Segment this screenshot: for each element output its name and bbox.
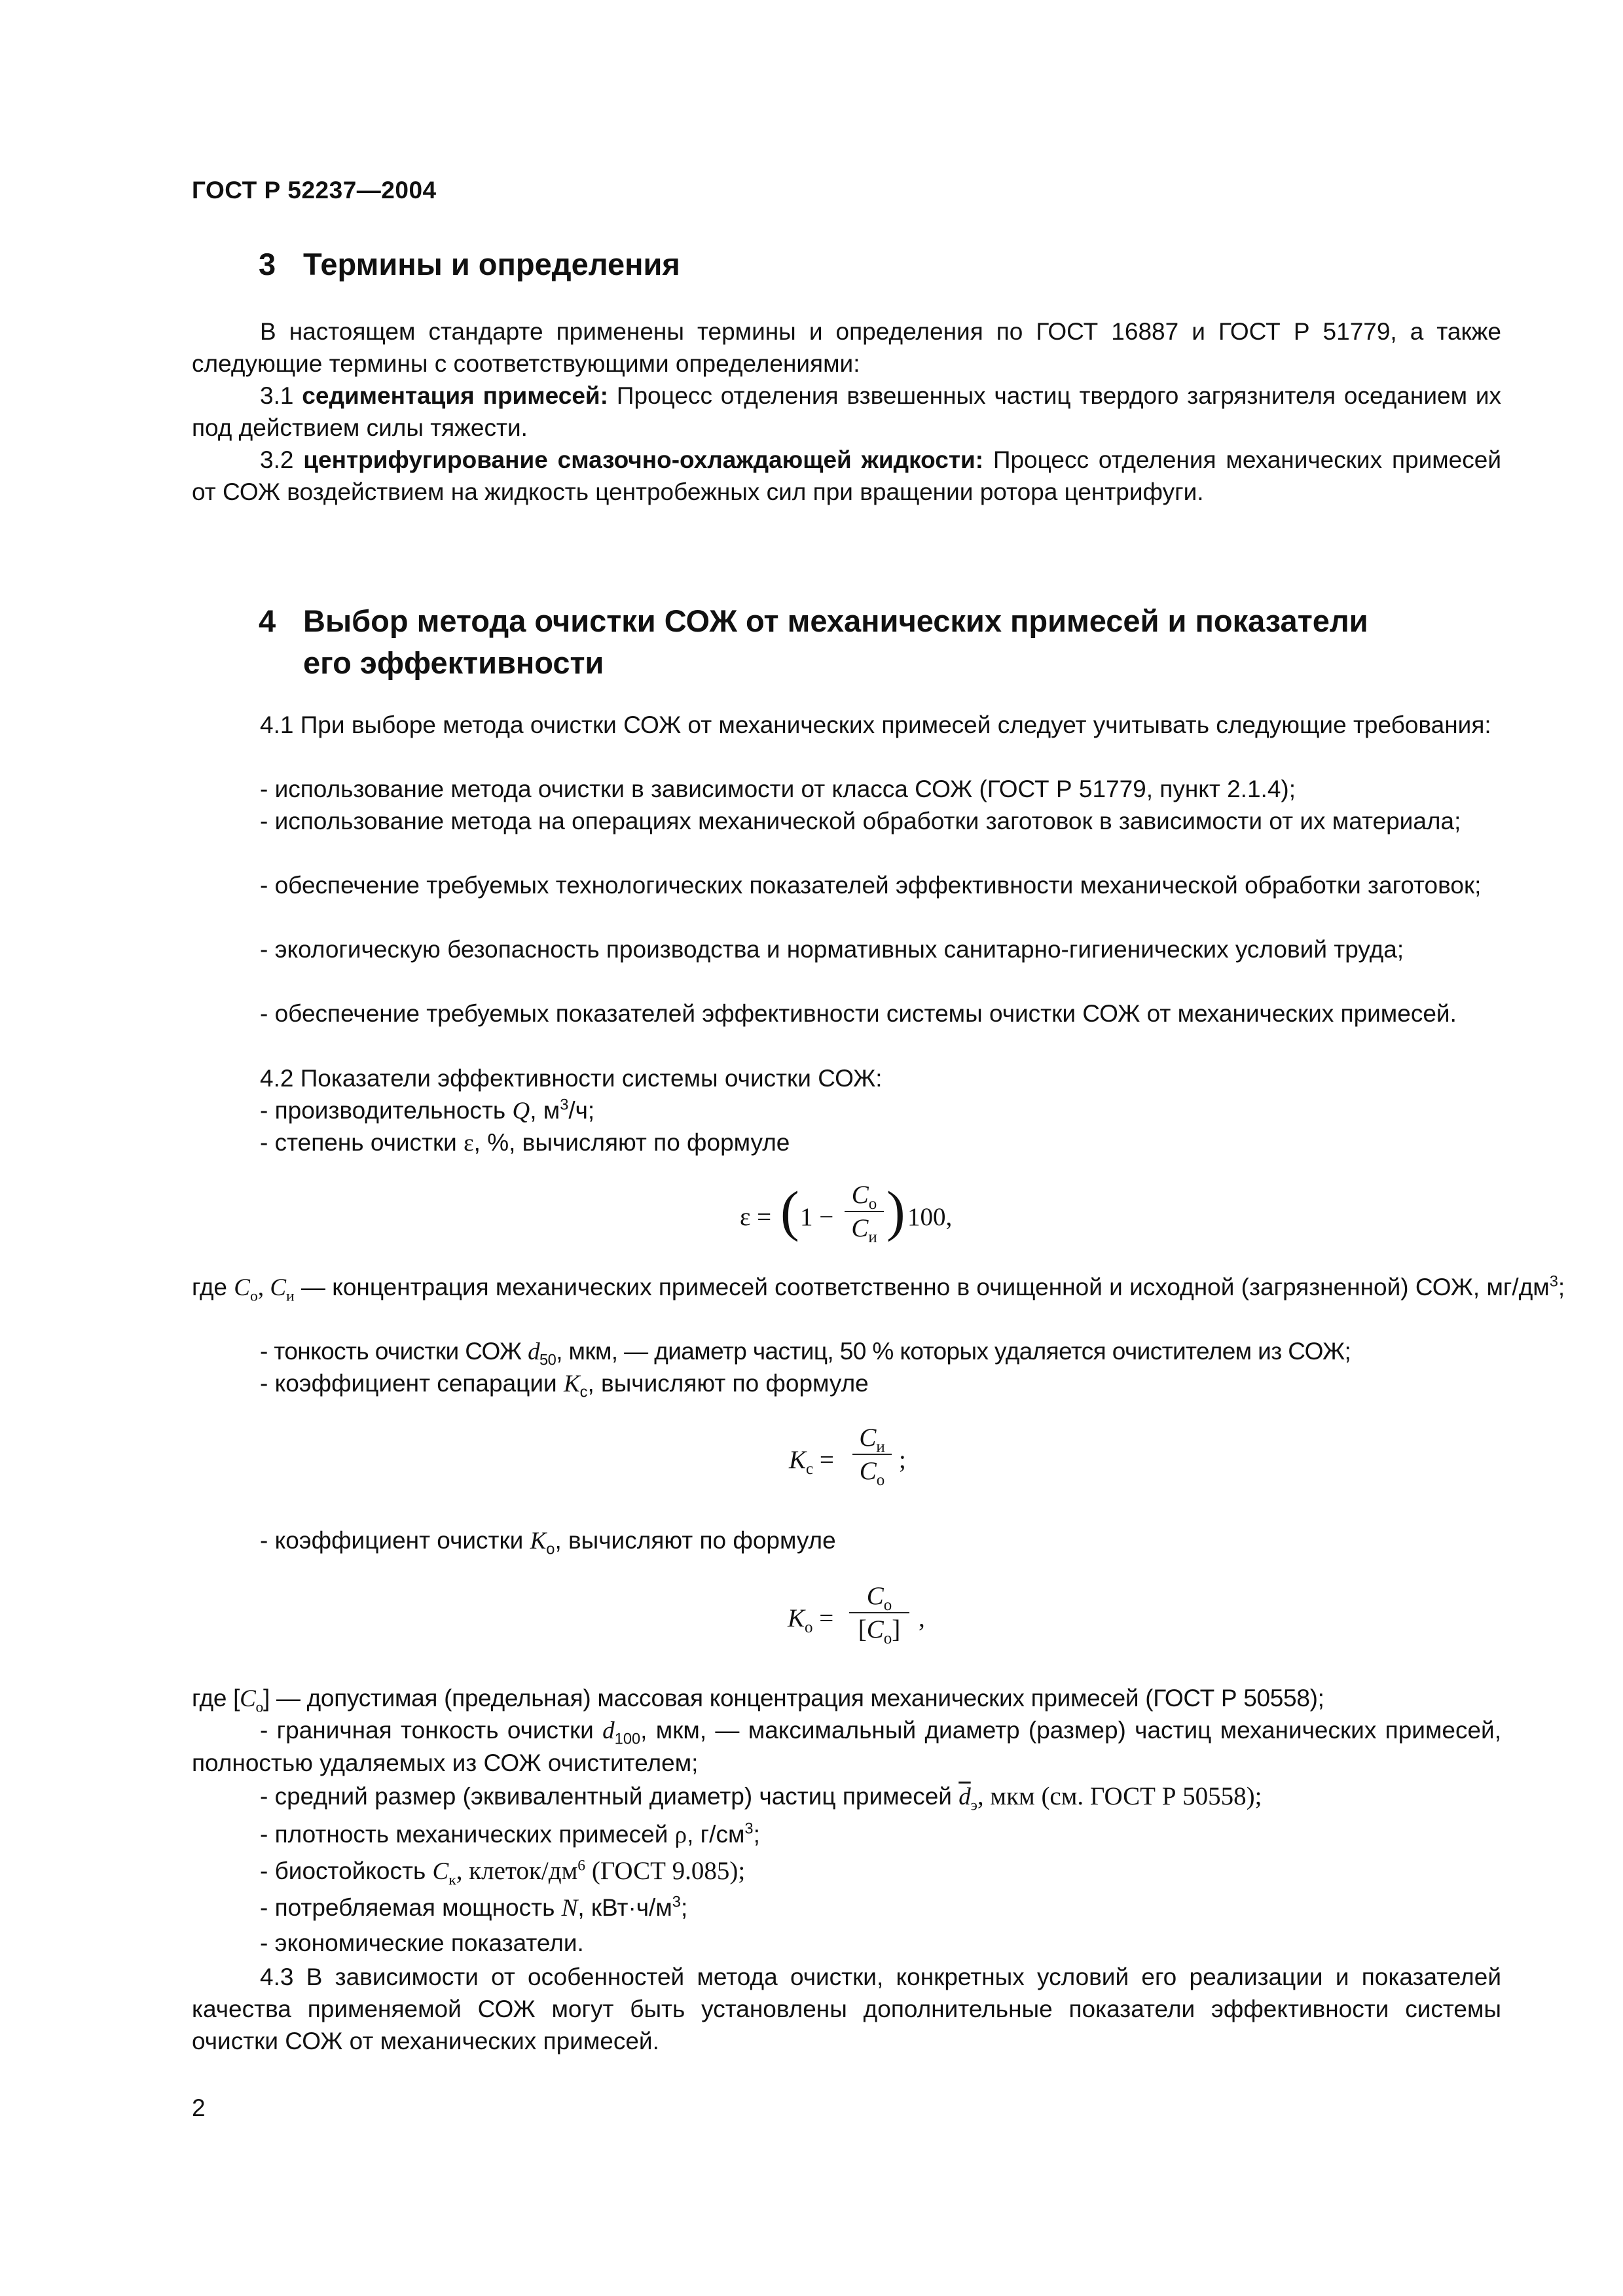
section-3-intro: В настоящем стандарте применены термины и определения по ГОСТ 16887 и ГОСТ Р 51779, а также следующие термины с соответствующими определениями: xyxy=(192,318,1501,377)
formula-ko-fraction: $C_о$ $[C_о]$ xyxy=(849,1581,909,1644)
productivity-unit: , м xyxy=(530,1097,560,1124)
requirement-item-2: - использование метода на операциях механической обработки заготовок в зависимости от их материала; xyxy=(260,808,1461,834)
section-4-number: 4 xyxy=(259,603,276,638)
formula-kc-tail: ; xyxy=(899,1446,906,1474)
section-4-heading xyxy=(259,600,1535,684)
requirement-item-4: - экологическую безопасность производства и нормативных санитарно-гигиенических условий труда; xyxy=(260,936,1404,963)
boundary-symbol-sub: 100 xyxy=(614,1731,641,1748)
term-3-2-number: 3.2 xyxy=(260,446,294,473)
term-3-1-term: седиментация примесей: xyxy=(302,382,608,409)
formula-kc xyxy=(789,1420,920,1499)
indicator-economic: - экономические показатели. xyxy=(260,1929,584,1956)
power-unit: , кВт·ч/м xyxy=(577,1894,672,1921)
power-end: ; xyxy=(680,1894,688,1921)
formula-epsilon-legend xyxy=(192,1271,1623,1304)
fineness-symbol-sub: 50 xyxy=(539,1352,556,1369)
legend-symbol-ci: C xyxy=(270,1274,286,1301)
formula-epsilon-one: 1 − xyxy=(800,1203,834,1231)
formula-ko-tail: , xyxy=(919,1604,925,1632)
legend2-symbol: C xyxy=(240,1685,256,1712)
avg-size-label: - средний размер (эквивалентный диаметр) частиц примесей xyxy=(260,1783,959,1810)
legend-unit-exponent: 3 xyxy=(1549,1273,1558,1291)
degree-suffix: , %, вычисляют по формуле xyxy=(473,1129,790,1156)
density-label: - плотность механических примесей xyxy=(260,1821,675,1848)
formula-epsilon-den-sub: и xyxy=(868,1228,877,1246)
requirement-item-3: - обеспечение требуемых технологических показателей эффективности механической обработки заготовок; xyxy=(260,872,1482,899)
indicator-productivity xyxy=(192,1094,1501,1127)
indicator-power xyxy=(192,1892,1501,1924)
separation-label: - коэффициент сепарации xyxy=(260,1370,564,1397)
fineness-label: - тонкость очистки СОЖ xyxy=(260,1338,528,1365)
requirement-item-1: - использование метода очистки в зависимости от класса СОЖ (ГОСТ Р 51779, пункт 2.1.4); xyxy=(260,776,1296,802)
indicator-average-size xyxy=(192,1780,1501,1813)
term-3-2-term: центрифугирование смазочно-охлаждающей жидкости: xyxy=(303,446,984,473)
formula-epsilon-den: C xyxy=(851,1214,869,1242)
biostability-unit: , клеток/дм xyxy=(456,1857,578,1885)
legend-symbol-ci-sub: и xyxy=(286,1287,295,1305)
fineness-symbol: d xyxy=(528,1338,540,1365)
separation-symbol: K xyxy=(563,1371,580,1397)
formula-ko-den: C xyxy=(866,1615,884,1643)
indicator-biostability xyxy=(192,1855,1501,1888)
formula-epsilon xyxy=(740,1175,976,1260)
paragraph-4-1: 4.1 При выборе метода очистки СОЖ от механических примесей следует учитывать следующие требования: xyxy=(260,711,1491,738)
page-number: 2 xyxy=(192,2094,206,2121)
boundary-description: , мкм, — максимальный диаметр (размер) частиц механических примесей, полностью удаляемых из СОЖ очистителем; xyxy=(192,1717,1501,1776)
purification-label: - коэффициент очистки xyxy=(260,1527,530,1554)
biostability-unit-exponent: 6 xyxy=(577,1857,586,1874)
term-3-2-definition: Процесс отделения механических примесей от СОЖ воздействием на жидкость центробежных сил при вращении ротора центрифуги. xyxy=(192,446,1502,505)
formula-epsilon-num-sub: о xyxy=(868,1194,877,1213)
legend2-description: ] — допустимая (предельная) массовая концентрация механических примесей (ГОСТ Р 50558); xyxy=(263,1685,1324,1712)
section-3-heading xyxy=(259,243,1535,285)
legend-description: — концентрация механических примесей соответственно в очищенной и исходной (загрязненной) СОЖ, мг/дм xyxy=(294,1274,1550,1300)
biostability-reference: (ГОСТ 9.085); xyxy=(585,1857,746,1885)
density-symbol: ρ xyxy=(674,1821,687,1848)
power-unit-exponent: 3 xyxy=(672,1893,681,1911)
formula-epsilon-num: C xyxy=(851,1181,869,1209)
term-3-2 xyxy=(192,444,1501,508)
formula-epsilon-close-paren: ) xyxy=(886,1179,905,1242)
purification-suffix: , вычисляют по формуле xyxy=(555,1527,836,1554)
power-label: - потребляемая мощность xyxy=(260,1894,562,1921)
boundary-label: - граничная тонкость очистки xyxy=(260,1717,603,1744)
indicator-degree xyxy=(192,1126,1501,1159)
biostability-symbol-sub: к xyxy=(448,1871,456,1889)
power-symbol: N xyxy=(561,1895,578,1922)
degree-symbol: ε xyxy=(464,1130,474,1157)
paragraph-4-3: 4.3 В зависимости от особенностей метода очистки, конкретных условий его реализации и показателей качества применяемой СОЖ могут быть установлены дополнительные показатели эффективности системы очистки СОЖ от механических примесей. xyxy=(192,1964,1501,2054)
section-3-title: Термины и определения xyxy=(303,247,680,281)
biostability-symbol: C xyxy=(432,1858,449,1885)
formula-ko xyxy=(788,1579,938,1657)
separation-suffix: , вычисляют по формуле xyxy=(587,1370,869,1397)
avg-size-symbol: $\overline{d}$ xyxy=(958,1784,971,1810)
legend-separator: , xyxy=(257,1274,270,1301)
avg-size-description: , мкм (см. ГОСТ Р 50558); xyxy=(977,1782,1262,1810)
biostability-label: - биостойкость xyxy=(260,1857,433,1884)
indicator-density xyxy=(192,1818,1501,1851)
legend-where: где xyxy=(192,1274,234,1300)
boundary-symbol: d xyxy=(602,1717,615,1744)
degree-label: - степень очистки xyxy=(260,1129,464,1156)
density-unit-exponent: 3 xyxy=(744,1820,754,1838)
formula-ko-legend xyxy=(192,1682,1501,1715)
formula-epsilon-fraction xyxy=(845,1180,884,1246)
section-4-title-line1: Выбор метода очистки СОЖ от механических примесей и показатели xyxy=(303,603,1368,638)
term-3-1 xyxy=(192,380,1501,444)
separation-symbol-sub: с xyxy=(579,1384,588,1401)
section-4-title-line2: его эффективности xyxy=(303,645,604,680)
indicator-boundary-fineness xyxy=(192,1714,1501,1779)
productivity-unit-exponent: 3 xyxy=(560,1096,569,1114)
legend-end: ; xyxy=(1558,1274,1565,1300)
formula-epsilon-tail: 100, xyxy=(907,1203,953,1231)
density-unit: , г/см xyxy=(687,1821,745,1848)
formula-kc-num-sub: и xyxy=(876,1437,885,1456)
formula-ko-lhs: $K_о$ = xyxy=(788,1604,834,1636)
productivity-label: - производительность xyxy=(260,1097,513,1124)
legend2-symbol-sub: о xyxy=(255,1698,263,1716)
formula-ko-num-sub: о xyxy=(883,1596,892,1614)
formula-kc-fraction xyxy=(852,1423,892,1489)
avg-size-symbol-sub: э xyxy=(970,1797,977,1814)
indicator-purification xyxy=(192,1524,1501,1557)
density-end: ; xyxy=(753,1821,760,1848)
legend-symbol-co-sub: о xyxy=(249,1287,258,1305)
term-3-1-definition: Процесс отделения взвешенных частиц твердого загрязнителя оседанием их под действием силы тяжести. xyxy=(192,382,1502,441)
paragraph-4-2: 4.2 Показатели эффективности системы очистки СОЖ: xyxy=(260,1065,883,1092)
purification-symbol-sub: о xyxy=(546,1541,555,1558)
formula-ko-den-sub: о xyxy=(883,1629,892,1647)
formula-epsilon-open-paren: ( xyxy=(780,1179,799,1242)
formula-ko-num: C xyxy=(866,1582,884,1610)
document-code: ГОСТ Р 52237—2004 xyxy=(192,177,437,204)
formula-epsilon-lhs: ε = xyxy=(740,1203,772,1231)
productivity-symbol: Q xyxy=(512,1098,530,1124)
legend-symbol-co: C xyxy=(234,1274,250,1301)
section-3-number: 3 xyxy=(259,247,276,281)
formula-kc-lhs: $K_с$ = xyxy=(789,1446,834,1478)
indicator-separation xyxy=(192,1367,1501,1400)
fineness-description: , мкм, — диаметр частиц, 50 % которых удаляется очистителем из СОЖ; xyxy=(556,1338,1351,1365)
indicator-fineness xyxy=(192,1335,1501,1368)
legend2-where: где [ xyxy=(192,1685,240,1712)
purification-symbol: K xyxy=(530,1528,547,1554)
formula-kc-den: C xyxy=(859,1457,877,1485)
formula-kc-den-sub: о xyxy=(876,1471,885,1489)
term-3-1-number: 3.1 xyxy=(260,382,294,409)
requirement-item-5: - обеспечение требуемых показателей эффективности системы очистки СОЖ от механических примесей. xyxy=(260,1000,1457,1027)
productivity-unit-end: /ч; xyxy=(568,1097,595,1124)
formula-kc-num: C xyxy=(859,1424,877,1452)
